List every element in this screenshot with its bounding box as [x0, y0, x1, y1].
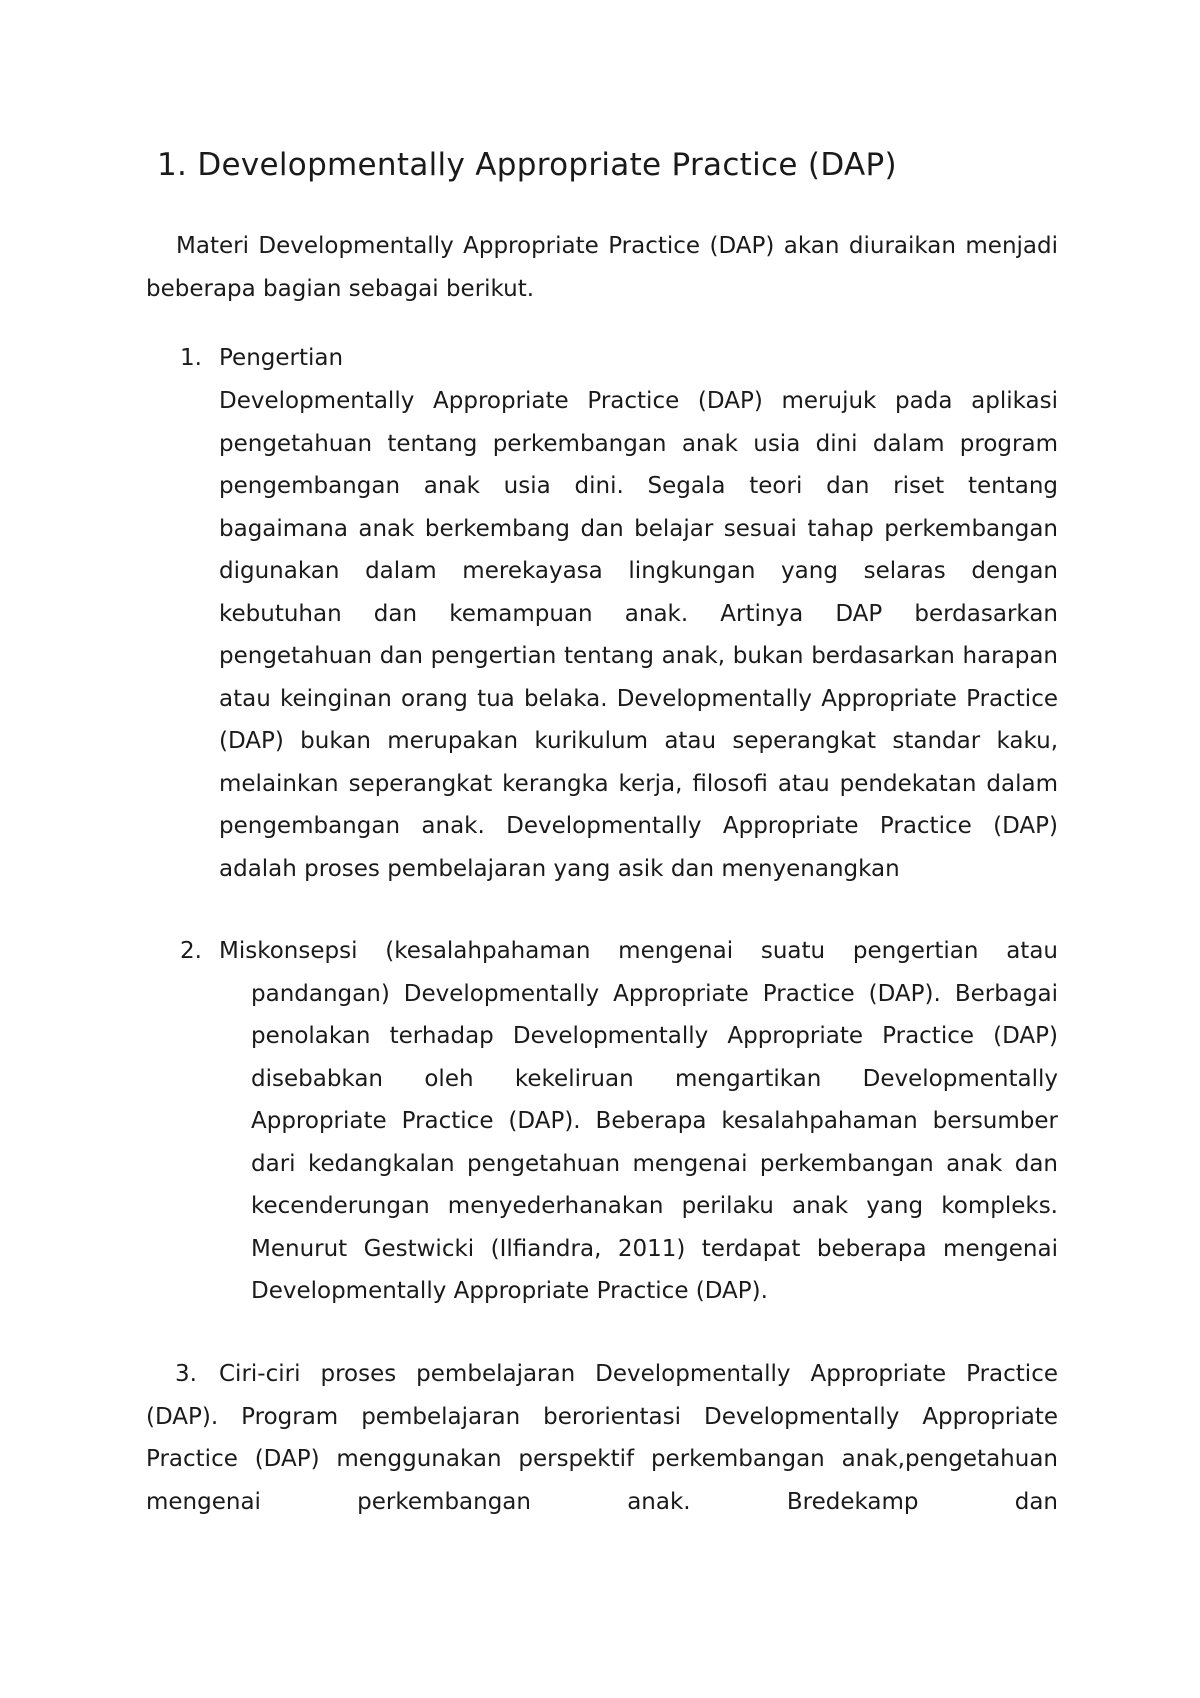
list-item-title: Pengertian: [219, 345, 344, 371]
list-item-number: 3.: [175, 1361, 197, 1387]
list-item-body: Ciri-ciri proses pembelajaran Developmentally Appropriate Practice (DAP). Program pembelajaran berorientasi Developmentally Appropriate Practice (DAP) menggunakan perspektif perkembangan anak,pengetahuan mengenai perkembangan anak. Bredekamp dan: [146, 1361, 1058, 1515]
list-item-first-line: Miskonsepsi (kesalahpahaman mengenai suatu pengertian atau: [219, 938, 1058, 964]
list-item-body: [219, 930, 1058, 1313]
list-item-continuation: pandangan) Developmentally Appropriate Practice (DAP). Berbagai penolakan terhadap Developmentally Appropriate Practice (DAP) disebabkan oleh kekeliruan mengartikan Developmentally Appropriate Practice (DAP). Beberapa kesalahpahaman bersumber dari kedangkalan pengetahuan mengenai perkembangan anak dan kecenderungan menyederhanakan perilaku anak yang kompleks. Menurut Gestwicki (Ilfiandra, 2011) terdapat beberapa mengenai Developmentally Appropriate Practice (DAP).: [251, 980, 1058, 1304]
list-item-body: Developmentally Appropriate Practice (DAP) merujuk pada aplikasi pengetahuan tentang perkembangan anak usia dini dalam program pengembangan anak usia dini. Segala teori dan riset tentang bagaimana anak berkembang dan belajar sesuai tahap perkembangan digunakan dalam merekayasa lingkungan yang selaras dengan kebutuhan dan kemampuan anak. Artinya DAP berdasarkan pengetahuan dan pengertian tentang anak, bukan berdasarkan harapan atau keinginan orang tua belaka. Developmentally Appropriate Practice (DAP) bukan merupakan kurikulum atau seperangkat standar kaku, melainkan seperangkat kerangka kerja, filosofi atau pendekatan dalam pengembangan anak. Developmentally Appropriate Practice (DAP) adalah proses pembelajaran yang asik dan menyenangkan: [219, 388, 1058, 882]
intro-paragraph: Materi Developmentally Appropriate Practice (DAP) akan diuraikan menjadi beberapa bagian sebagai berikut.: [146, 233, 1058, 302]
section-heading: 1. Developmentally Appropriate Practice (DAP): [157, 147, 897, 183]
list-item-number: 2.: [180, 938, 202, 964]
list-item-number: 1.: [180, 345, 202, 371]
